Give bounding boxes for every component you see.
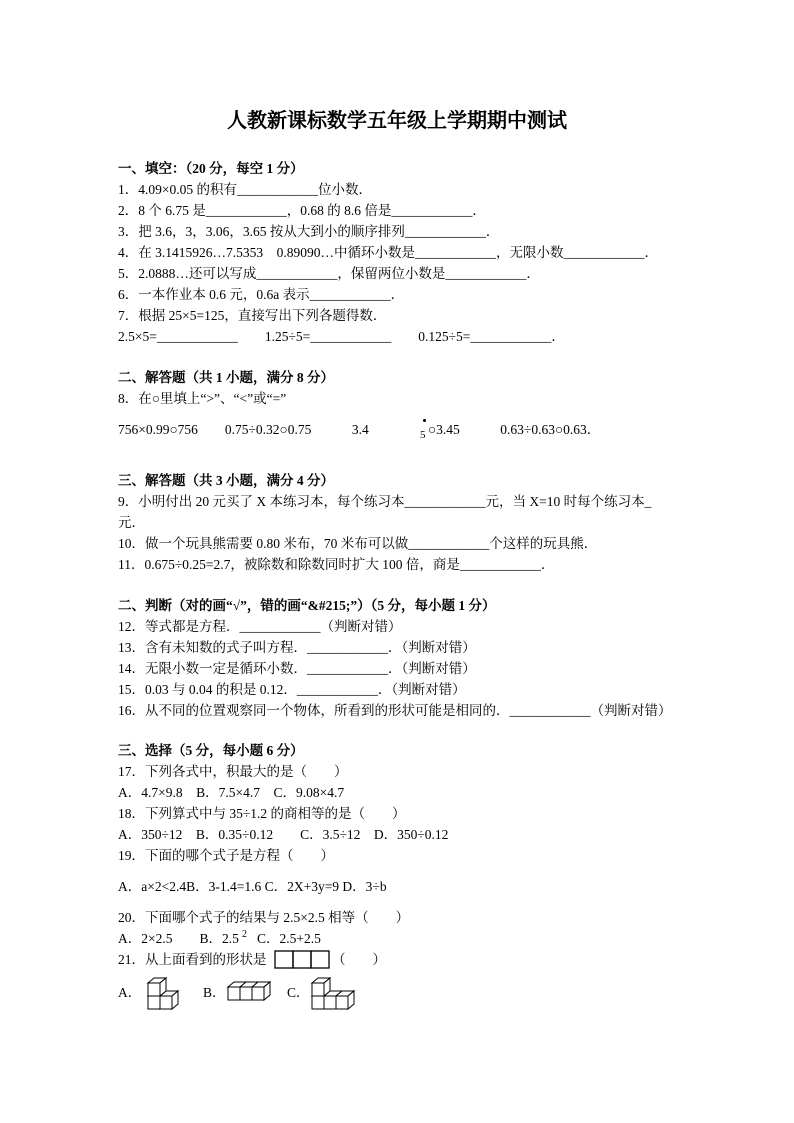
- question-21: 21．从上面看到的形状是: [118, 952, 267, 967]
- option-a-cube-figure: [144, 972, 186, 1012]
- question-8: 8．在○里填上“>”、“<”或“=”: [118, 391, 287, 406]
- question-19-options: A．a×2<2.4B．3-1.4=1.6 C．2X+3y=9 D．3÷b: [118, 879, 387, 894]
- option-c-label: C．: [287, 985, 310, 1000]
- section-4-heading: 二、判断（对的画“√”，错的画“&#215;”）（5 分，每小题 1 分）: [118, 598, 496, 613]
- question-9: 9．小明付出 20 元买了 X 本练习本，每个练习本____________元，当 X=10 时每个练习本_: [118, 494, 652, 509]
- question-4: 4．在 3.1415926…7.5353 0.89090…中循环小数是____________，无限小数____________．: [118, 245, 658, 260]
- section-2-heading: 二、解答题（共 1 小题，满分 8 分）: [118, 370, 334, 385]
- repeating-dot-mark: [423, 419, 426, 422]
- question-8-repeating-digit: 5: [420, 429, 426, 441]
- question-18: 18．下列算式中与 35÷1.2 的商相等的是（ ）: [118, 806, 406, 821]
- question-9-continued: 元．: [118, 515, 145, 530]
- section-3-heading: 三、解答题（共 3 小题，满分 4 分）: [118, 473, 334, 488]
- page-title: 人教新课标数学五年级上学期期中测试: [227, 110, 567, 132]
- question-7-items: 2.5×5=____________ 1.25÷5=____________ 0.125÷5=____________．: [118, 329, 565, 344]
- question-16: 16．从不同的位置观察同一个物体，所看到的形状可能是相同的．____________（判断对错）: [118, 703, 672, 718]
- question-8-items-right: ○3.45 0.63÷0.63○0.63．: [428, 422, 601, 437]
- question-17: 17．下列各式中，积最大的是（ ）: [118, 764, 348, 779]
- question-20-options-a-b: A．2×2.5 B．2.5: [118, 931, 239, 946]
- question-12: 12．等式都是方程．____________（判断对错）: [118, 619, 402, 634]
- question-14: 14．无限小数一定是循环小数．____________．（判断对错）: [118, 661, 476, 676]
- question-20-option-c: C．2.5+2.5: [257, 931, 321, 946]
- question-6: 6．一本作业本 0.6 元，0.6a 表示____________．: [118, 287, 405, 302]
- question-1: 1．4.09×0.05 的积有____________位小数．: [118, 182, 372, 197]
- question-18-options: A．350÷12 B．0.35÷0.12 C．3.5÷12 D．350÷0.12: [118, 827, 449, 842]
- question-20: 20．下面哪个式子的结果与 2.5×2.5 相等（ ）: [118, 910, 410, 925]
- section-1-heading: 一、填空：（20 分，每空 1 分）: [118, 161, 304, 176]
- question-5: 5．2.0888…还可以写成____________，保留两位小数是____________．: [118, 266, 540, 281]
- section-5-heading: 三、选择（5 分，每小题 6 分）: [118, 743, 304, 758]
- option-b-cube-figure: [226, 978, 274, 1006]
- question-15: 15．0.03 与 0.04 的积是 0.12．____________．（判断对错）: [118, 682, 466, 697]
- superscript-2: 2: [242, 929, 247, 940]
- question-17-options: A．4.7×9.8 B．7.5×4.7 C．9.08×4.7: [118, 785, 345, 800]
- question-2: 2．8 个 6.75 是____________，0.68 的 8.6 倍是____________．: [118, 203, 486, 218]
- option-c-cube-figure: [310, 972, 366, 1012]
- question-10: 10．做一个玩具熊需要 0.80 米布，70 米布可以做____________个这样的玩具熊．: [118, 536, 598, 551]
- question-11: 11．0.675÷0.25=2.7，被除数和除数同时扩大 100 倍，商是____________．: [118, 557, 555, 572]
- question-3: 3．把 3.6，3，3.06，3.65 按从大到小的顺序排列____________．: [118, 224, 500, 239]
- top-view-figure: [274, 950, 330, 970]
- question-19: 19．下面的哪个式子是方程（ ）: [118, 848, 334, 863]
- question-8-items-left: 756×0.99○756 0.75÷0.32○0.75 3.4: [118, 422, 369, 437]
- question-21-paren: （ ）: [332, 952, 386, 967]
- question-13: 13．含有未知数的式子叫方程．____________．（判断对错）: [118, 640, 476, 655]
- option-a-label: A．: [118, 985, 142, 1000]
- option-b-label: B．: [203, 985, 226, 1000]
- question-7: 7．根据 25×5=125，直接写出下列各题得数．: [118, 308, 387, 323]
